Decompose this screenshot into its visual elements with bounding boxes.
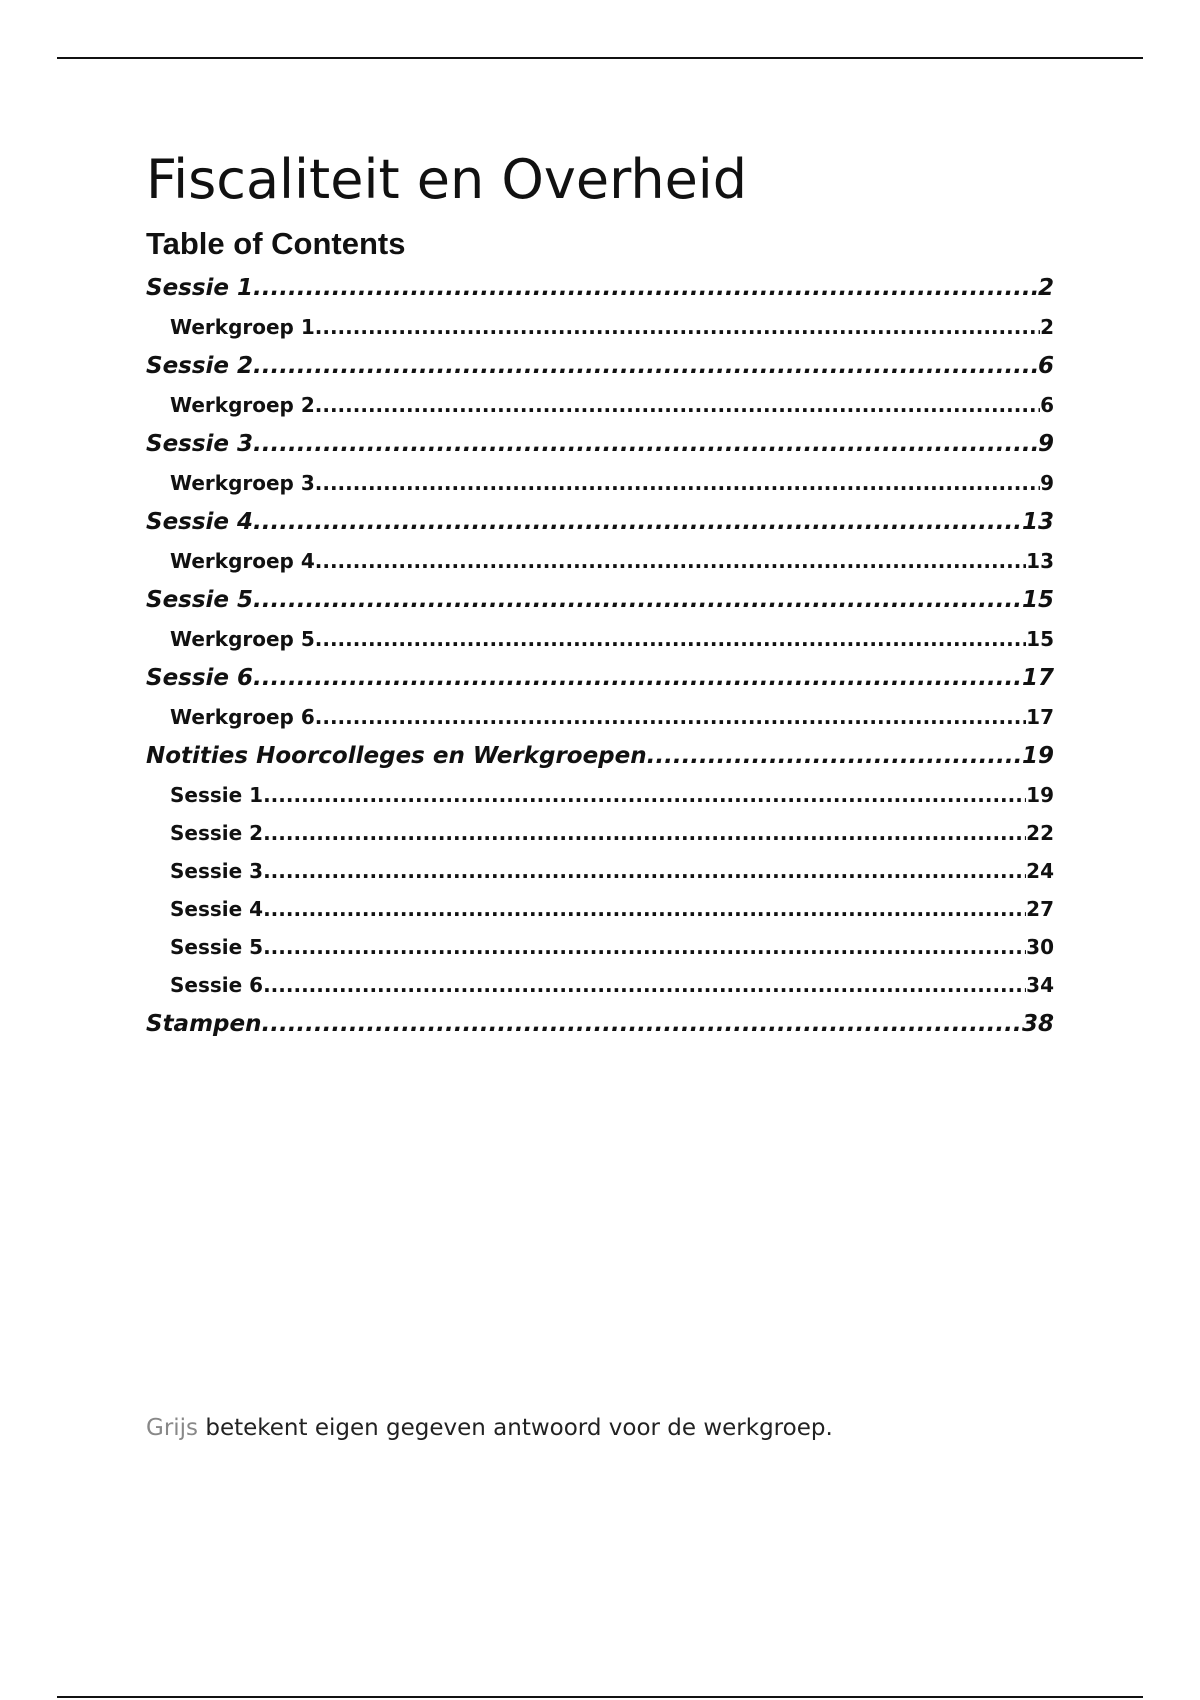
toc-dot-leader — [253, 658, 1022, 698]
toc-dot-leader — [253, 268, 1038, 308]
toc-entry-label: Sessie 2 — [146, 353, 254, 379]
toc-entry-page-number: 19 — [1021, 743, 1054, 769]
toc-entry-subsection[interactable] — [146, 852, 1054, 890]
document-body — [146, 140, 1054, 1044]
toc-entry-page-number: 24 — [1026, 859, 1054, 883]
bottom-page-rule — [57, 1696, 1143, 1698]
toc-dot-leader — [253, 580, 1022, 620]
toc-entry-subsection[interactable] — [146, 814, 1054, 852]
toc-entry-page-number: 9 — [1040, 471, 1054, 495]
toc-dot-leader — [315, 698, 1026, 736]
toc-entry-page-number: 27 — [1026, 897, 1054, 921]
toc-entry-page-number: 13 — [1021, 509, 1054, 535]
toc-entry-page-number: 13 — [1026, 549, 1054, 573]
toc-dot-leader — [315, 542, 1026, 580]
toc-entry-subsection[interactable] — [146, 386, 1054, 424]
toc-dot-leader — [263, 852, 1026, 890]
toc-entry-label: Sessie 2 — [170, 821, 264, 845]
toc-entry-subsection[interactable] — [146, 890, 1054, 928]
toc-entry-label: Werkgroep 2 — [170, 393, 315, 417]
toc-entry-label: Sessie 4 — [146, 509, 254, 535]
toc-entry-label: Sessie 6 — [146, 665, 254, 691]
legend-note — [146, 1415, 833, 1441]
toc-entry-label: Sessie 1 — [146, 275, 254, 301]
toc-entry-section[interactable] — [146, 424, 1054, 464]
toc-entry-label: Notities Hoorcolleges en Werkgroepen — [146, 743, 647, 769]
toc-dot-leader — [263, 928, 1026, 966]
toc-entry-page-number: 15 — [1026, 627, 1054, 651]
toc-dot-leader — [253, 424, 1038, 464]
toc-entry-subsection[interactable] — [146, 966, 1054, 1004]
table-of-contents — [146, 268, 1054, 1044]
toc-entry-label: Sessie 5 — [170, 935, 264, 959]
toc-entry-section[interactable] — [146, 580, 1054, 620]
toc-entry-page-number: 9 — [1037, 431, 1054, 457]
toc-entry-label: Sessie 4 — [170, 897, 264, 921]
toc-dot-leader — [263, 776, 1026, 814]
toc-dot-leader — [263, 966, 1026, 1004]
toc-entry-label: Sessie 3 — [146, 431, 254, 457]
toc-dot-leader — [647, 736, 1022, 776]
toc-entry-subsection[interactable] — [146, 776, 1054, 814]
toc-dot-leader — [253, 502, 1022, 542]
toc-entry-subsection[interactable] — [146, 698, 1054, 736]
toc-entry-page-number: 17 — [1021, 665, 1054, 691]
toc-entry-page-number: 22 — [1026, 821, 1054, 845]
toc-dot-leader — [315, 308, 1040, 346]
gray-highlight-word: Grijs — [146, 1415, 199, 1441]
toc-dot-leader — [315, 464, 1040, 502]
toc-entry-page-number: 15 — [1021, 587, 1054, 613]
toc-entry-label: Sessie 3 — [170, 859, 264, 883]
toc-entry-section[interactable] — [146, 268, 1054, 308]
toc-dot-leader — [253, 346, 1038, 386]
toc-entry-page-number: 19 — [1026, 783, 1054, 807]
toc-entry-section[interactable] — [146, 346, 1054, 386]
toc-entry-page-number: 6 — [1037, 353, 1054, 379]
toc-entry-section[interactable] — [146, 502, 1054, 542]
toc-entry-page-number: 2 — [1040, 315, 1054, 339]
toc-entry-subsection[interactable] — [146, 308, 1054, 346]
toc-entry-label: Sessie 5 — [146, 587, 254, 613]
toc-heading: Table of Contents — [146, 226, 406, 261]
toc-entry-subsection[interactable] — [146, 928, 1054, 966]
toc-entry-subsection[interactable] — [146, 464, 1054, 502]
toc-entry-label: Werkgroep 4 — [170, 549, 315, 573]
document-title: Fiscaliteit en Overheid — [146, 148, 748, 211]
toc-entry-label: Werkgroep 1 — [170, 315, 315, 339]
toc-entry-label: Stampen — [146, 1011, 262, 1037]
toc-dot-leader — [261, 1004, 1022, 1044]
toc-dot-leader — [315, 386, 1040, 424]
toc-entry-page-number: 2 — [1037, 275, 1054, 301]
toc-dot-leader — [263, 890, 1026, 928]
toc-entry-page-number: 38 — [1021, 1011, 1054, 1037]
toc-entry-section[interactable] — [146, 1004, 1054, 1044]
toc-entry-page-number: 17 — [1026, 705, 1054, 729]
toc-entry-label: Sessie 6 — [170, 973, 264, 997]
toc-entry-label: Werkgroep 6 — [170, 705, 315, 729]
toc-entry-page-number: 6 — [1040, 393, 1054, 417]
toc-entry-section[interactable] — [146, 658, 1054, 698]
top-page-rule — [57, 57, 1143, 59]
toc-entry-label: Sessie 1 — [170, 783, 264, 807]
toc-entry-page-number: 34 — [1026, 973, 1054, 997]
legend-note-text: betekent eigen gegeven antwoord voor de werkgroep. — [198, 1415, 833, 1441]
toc-entry-page-number: 30 — [1026, 935, 1054, 959]
toc-entry-subsection[interactable] — [146, 620, 1054, 658]
toc-dot-leader — [263, 814, 1026, 852]
toc-entry-section[interactable] — [146, 736, 1054, 776]
toc-entry-subsection[interactable] — [146, 542, 1054, 580]
toc-entry-label: Werkgroep 5 — [170, 627, 315, 651]
toc-dot-leader — [315, 620, 1026, 658]
toc-entry-label: Werkgroep 3 — [170, 471, 315, 495]
